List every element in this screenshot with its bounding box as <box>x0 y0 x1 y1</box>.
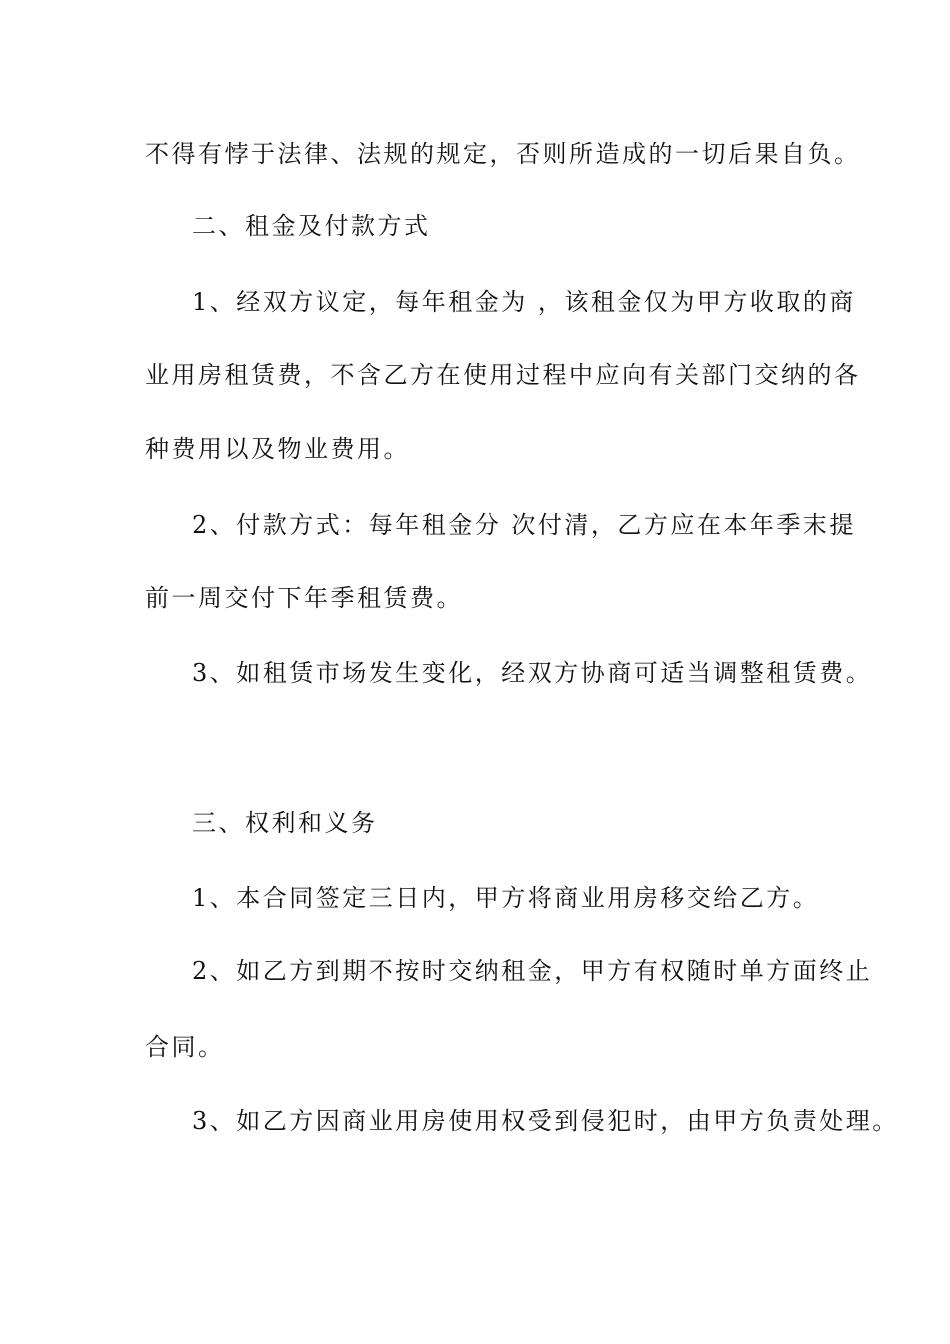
paragraph-line: 3、如租赁市场发生变化，经双方协商可适当调整租赁费。 <box>192 659 873 687</box>
paragraph-line: 合同。 <box>145 1033 225 1061</box>
paragraph-line: 1、本合同签定三日内，甲方将商业用房移交给乙方。 <box>192 884 820 912</box>
paragraph-line: 1、经双方议定，每年租金为 ，该租金仅为甲方收取的商 <box>192 288 856 316</box>
paragraph-line: 2、如乙方到期不按时交纳租金，甲方有权随时单方面终止 <box>192 957 873 985</box>
paragraph-line: 不得有悖于法律、法规的规定，否则所造成的一切后果自负。 <box>145 140 861 168</box>
section-heading: 二、租金及付款方式 <box>192 212 431 240</box>
paragraph-line: 种费用以及物业费用。 <box>145 435 410 463</box>
paragraph-line: 3、如乙方因商业用房使用权受到侵犯时，由甲方负责处理。 <box>192 1107 899 1135</box>
section-heading: 三、权利和义务 <box>192 809 378 837</box>
paragraph-line: 业用房租赁费，不含乙方在使用过程中应向有关部门交纳的各 <box>145 361 861 389</box>
paragraph-line: 前一周交付下年季租赁费。 <box>145 584 463 612</box>
paragraph-line: 2、付款方式：每年租金分 次付清，乙方应在本年季末提 <box>192 511 856 539</box>
